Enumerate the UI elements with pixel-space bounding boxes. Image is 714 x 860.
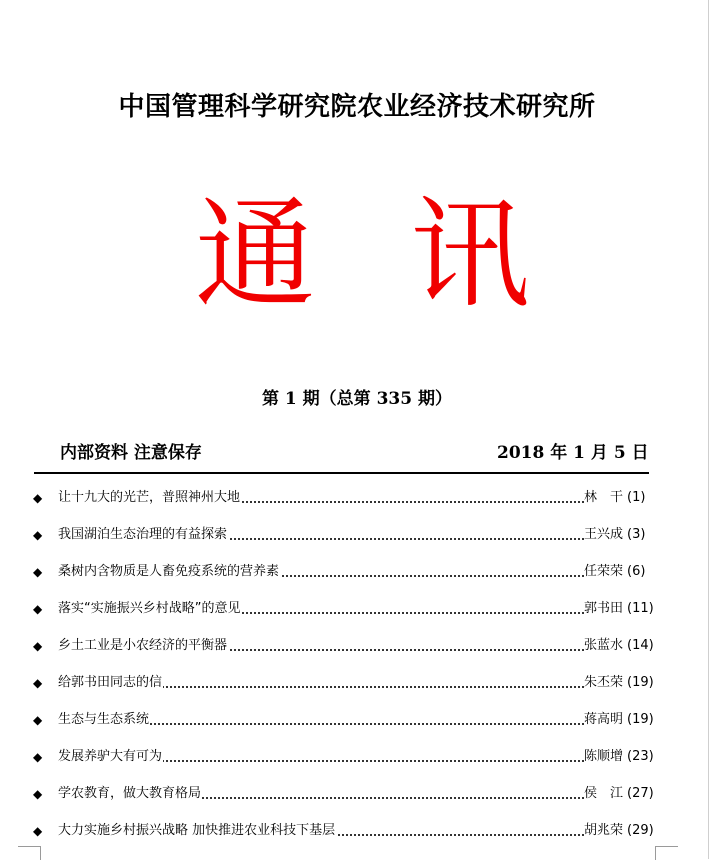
toc-item-title: 生态与生态系统 xyxy=(58,708,150,732)
toc-item-title: 给郭书田同志的信 xyxy=(58,671,163,695)
issue-date: 2018 年 1 月 5 日 xyxy=(497,443,649,463)
toc-item-page: (6) xyxy=(627,564,646,579)
toc-item[interactable] xyxy=(0,819,714,843)
toc-item-page: (19) xyxy=(627,675,654,690)
diamond-bullet-icon: ◆ xyxy=(33,713,43,727)
diamond-bullet-icon: ◆ xyxy=(33,750,43,764)
toc-item[interactable] xyxy=(0,486,714,510)
diamond-bullet-icon: ◆ xyxy=(33,565,43,579)
toc-item-author: 张蓝水 xyxy=(584,634,623,658)
toc-item-page: (27) xyxy=(627,786,654,801)
issue-number: 第 1 期（总第 335 期） xyxy=(262,389,452,409)
toc-item-author: 陈顺增 xyxy=(584,745,623,769)
newsletter-title-char-1: 通 xyxy=(195,186,315,325)
toc-item-author: 胡兆荣 xyxy=(584,819,623,843)
toc-item-page: (23) xyxy=(627,749,654,764)
toc-item-author: 侯 江 xyxy=(584,782,623,806)
diamond-bullet-icon: ◆ xyxy=(33,676,43,690)
toc-item[interactable] xyxy=(0,671,714,695)
toc-item[interactable] xyxy=(0,523,714,547)
toc-item-title: 大力实施乡村振兴战略 加快推进农业科技下基层 xyxy=(58,819,336,843)
toc-item-page: (14) xyxy=(627,638,654,653)
toc-item-title: 桑树内含物质是人畜免疫系统的营养素 xyxy=(58,560,280,584)
toc-item-author: 郭书田 xyxy=(584,597,623,621)
toc-item-title: 发展养驴大有可为 xyxy=(58,745,163,769)
newsletter-title-char-2: 讯 xyxy=(410,186,530,325)
toc-item-title: 让十九大的光芒，普照神州大地 xyxy=(58,486,241,510)
toc-item-title: 学农教育，做大教育格局 xyxy=(58,782,202,806)
crop-mark-left xyxy=(18,846,41,860)
internal-note: 内部资料 注意保存 xyxy=(60,443,202,463)
toc-item-title: 落实“实施振兴乡村战略”的意见 xyxy=(58,597,241,621)
diamond-bullet-icon: ◆ xyxy=(33,787,43,801)
toc-item-page: (3) xyxy=(627,527,646,542)
diamond-bullet-icon: ◆ xyxy=(33,602,43,616)
toc-item-author: 林 干 xyxy=(584,486,623,510)
toc-item-author: 朱丕荣 xyxy=(584,671,623,695)
diamond-bullet-icon: ◆ xyxy=(33,491,43,505)
diamond-bullet-icon: ◆ xyxy=(33,824,43,838)
diamond-bullet-icon: ◆ xyxy=(33,528,43,542)
toc-item-page: (1) xyxy=(627,490,646,505)
toc-item[interactable] xyxy=(0,560,714,584)
toc-item-page: (29) xyxy=(627,823,654,838)
toc-item-author: 王兴成 xyxy=(584,523,623,547)
diamond-bullet-icon: ◆ xyxy=(33,639,43,653)
toc-item-title: 我国湖泊生态治理的有益探索 xyxy=(58,523,228,547)
crop-mark-right xyxy=(655,846,678,860)
toc-item[interactable] xyxy=(0,597,714,621)
organization-title: 中国管理科学研究院农业经济技术研究所 xyxy=(118,92,596,122)
toc-item[interactable] xyxy=(0,634,714,658)
toc-item[interactable] xyxy=(0,782,714,806)
toc-item[interactable] xyxy=(0,708,714,732)
toc-item-page: (19) xyxy=(627,712,654,727)
toc-item-title: 乡土工业是小农经济的平衡器 xyxy=(58,634,228,658)
toc-item-author: 任荣荣 xyxy=(584,560,623,584)
toc-item[interactable] xyxy=(0,745,714,769)
header-divider xyxy=(34,472,649,474)
toc-item-page: (11) xyxy=(627,601,654,616)
toc-item-author: 蒋高明 xyxy=(584,708,623,732)
